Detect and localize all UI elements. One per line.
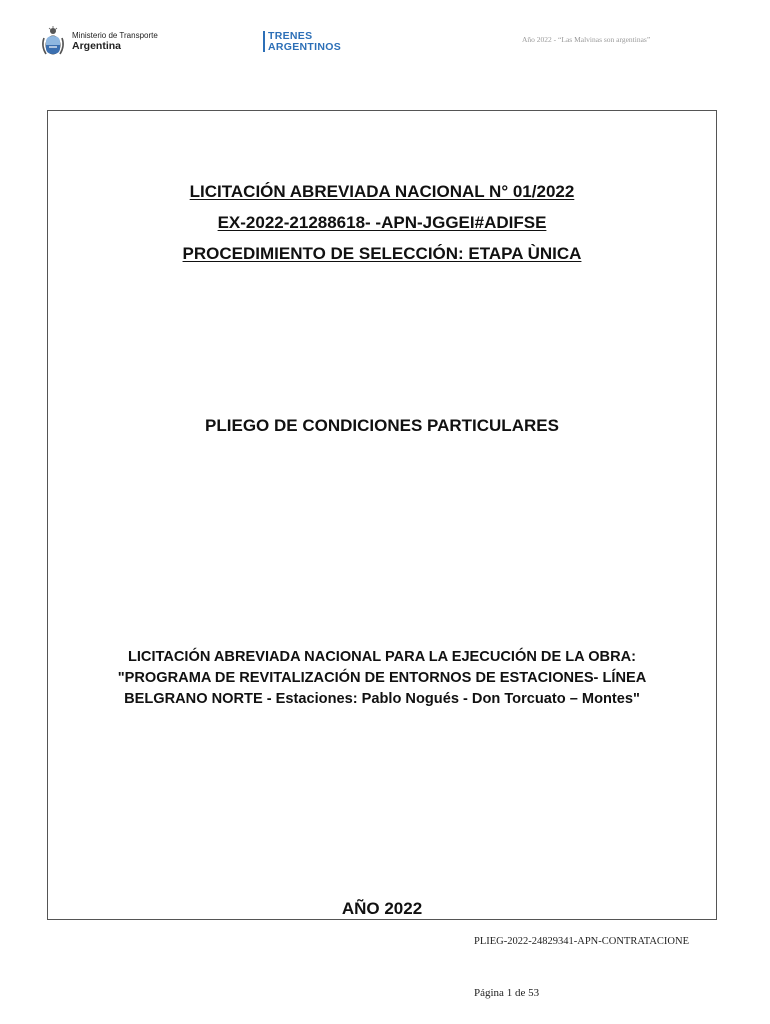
page-header [40,26,740,66]
ministry-name: Ministerio de Transporte [72,31,158,41]
file-number: EX-2022-21288618- -APN-JGGEI#ADIFSE [217,213,547,232]
page-number: Página 1 de 53 [474,987,540,999]
country-name: Argentina [72,39,122,52]
tender-number: LICITACIÓN ABREVIADA NACIONAL N° 01/2022 [189,182,575,201]
document-title: PLIEGO DE CONDICIONES PARTICULARES [205,416,559,435]
works-description-line: LICITACIÓN ABREVIADA NACIONAL PARA LA EJECUCIÓN DE LA OBRA: [127,649,637,665]
works-description-line: BELGRANO NORTE - Estaciones: Pablo Nogués - Don Torcuato – Montes" [124,691,640,708]
tender-heading [48,183,716,276]
ministry-logo [40,26,158,58]
coat-of-arms-icon [40,26,66,58]
selection-procedure: PROCEDIMIENTO DE SELECCIÓN: ETAPA ÙNICA [182,244,582,263]
document-code: PLIEG-2022-24829341-APN-CONTRATACIONE [474,936,689,947]
works-description [48,647,716,710]
works-description-line: "PROGRAMA DE REVITALIZACIÓN DE ENTORNOS DE ESTACIONES- LÍNEA [117,670,647,687]
cover-frame [47,110,717,920]
cover-year: AÑO 2022 [341,899,423,918]
trenes-logo-line2: ARGENTINOS [268,40,342,53]
year-motto: Año 2022 - “Las Malvinas son argentinas” [522,35,651,44]
trenes-logo-line1: TRENES [268,30,313,42]
trenes-argentinos-logo [263,31,341,52]
